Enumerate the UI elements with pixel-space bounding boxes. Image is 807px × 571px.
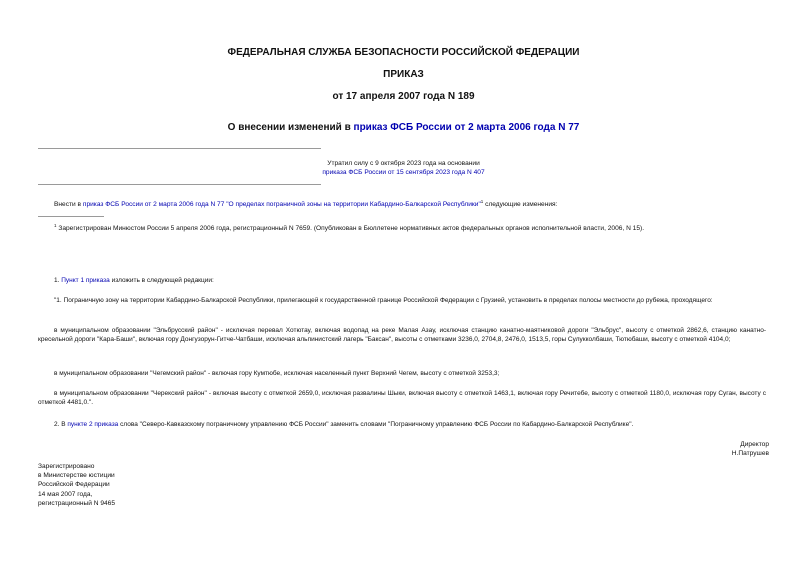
- status-line: Утратил силу с 9 октября 2023 года на основании: [327, 160, 480, 167]
- quote-paragraph-2: в муниципальном образовании "Эльбрусский район" - исключая перевал Хотютау, включая водопад на реке Малая Азау, исключая станцию канатно-маятниковой дороги "Эльбрус", высоту с отметкой 2862,6, станцию канатно-кресельной дороги "Кара-Баши", включая гору Донгузорун-Гитче-Чатбаши, исключая альпинистский лагерь "Баксан", высоты с отметками 3236,0, 2704,8, 2476,0, 1513,5, горы Сулукколбаши, Тютюбаши, высоту с отметкой 4104,0;: [38, 327, 766, 344]
- title-order-link[interactable]: приказ ФСБ России от 2 марта 2006 года N 77: [353, 122, 580, 133]
- signer-position: Директор: [740, 441, 769, 448]
- item-2-prefix: 2. В: [54, 421, 68, 428]
- signature: [732, 440, 769, 458]
- quote-paragraph-3: в муниципальном образовании "Чегемский район" - включая гору Кумтюбе, исключая населенный пункт Верхний Чегем, высоту с отметкой 3253,3;: [54, 370, 500, 377]
- item-1: [54, 276, 766, 285]
- registration-line: 14 мая 2007 года,: [38, 490, 93, 498]
- agency-name: ФЕДЕРАЛЬНАЯ СЛУЖБА БЕЗОПАСНОСТИ РОССИЙСКОЙ ФЕДЕРАЦИИ: [227, 47, 580, 58]
- intro-suffix: следующие изменения:: [483, 201, 558, 209]
- footnote: [54, 221, 774, 233]
- registration-line: Зарегистрировано: [38, 463, 95, 470]
- item-1-number: 1.: [54, 277, 62, 284]
- footnote-ref: 1: [480, 199, 484, 204]
- registration-line: в Министерстве юстиции: [38, 472, 115, 480]
- document-title: [0, 122, 807, 133]
- registration-line: Российской Федерации: [38, 481, 110, 489]
- title-prefix: О внесении изменений в: [227, 122, 354, 133]
- signer-name: Н.Патрушев: [731, 450, 769, 458]
- footnote-divider: [38, 216, 104, 217]
- intro-order-link[interactable]: приказ ФСБ России от 2 марта 2006 года N 77: [82, 201, 225, 209]
- item-2-text: слова "Северо-Кавказскому пограничному управлению ФСБ России" заменить словами "Пограничному управлению ФСБ России по Кабардино-Балкарской Республике".: [118, 421, 634, 428]
- quote-paragraph-4: в муниципальном образовании "Черекский район" - включая высоту с отметкой 2659,0, исключая развалины Шыки, включая высоту с отметкой 1463,1, включая гору Речитебе, высоту с отметкой 1180,0, исключая гору Суган, высоту с отметкой 4481,0.".: [38, 390, 766, 407]
- item-1-link[interactable]: Пункт 1 приказа: [61, 277, 110, 284]
- registration-line: регистрационный N 9465: [38, 499, 116, 507]
- divider-top: [38, 148, 321, 149]
- footnote-mark: 1: [54, 223, 57, 228]
- registration-block: [38, 462, 115, 508]
- repeal-order-link[interactable]: приказа ФСБ России от 15 сентября 2023 года N 407: [322, 169, 485, 176]
- status-note: [0, 159, 807, 177]
- quote-paragraph-1: "1. Пограничную зону на территории Кабардино-Балкарской Республики, прилегающей к государственной границе Российской Федерации с Грузией, установить в пределах полосы местности до рубежа, проходящего:: [54, 297, 713, 304]
- document-type: ПРИКАЗ: [383, 69, 424, 80]
- intro-paragraph: [54, 197, 774, 209]
- item-2: [54, 420, 766, 429]
- intro-order-title-link[interactable]: "О пределах пограничной зоны на территории Кабардино-Балкарской Республики": [226, 201, 481, 209]
- item-1-text: изложить в следующей редакции:: [109, 277, 214, 284]
- item-2-link[interactable]: пункте 2 приказа: [67, 421, 119, 428]
- intro-prefix: Внести в: [54, 201, 83, 209]
- document-date: от 17 апреля 2007 года N 189: [332, 91, 475, 102]
- footnote-text: Зарегистрирован Минюстом России 5 апреля 2006 года, регистрационный N 7659. (Опубликован в Бюллетене нормативных актов федеральных органов исполнительной власти, 2006, N 15).: [56, 225, 645, 233]
- divider-bottom: [38, 184, 321, 185]
